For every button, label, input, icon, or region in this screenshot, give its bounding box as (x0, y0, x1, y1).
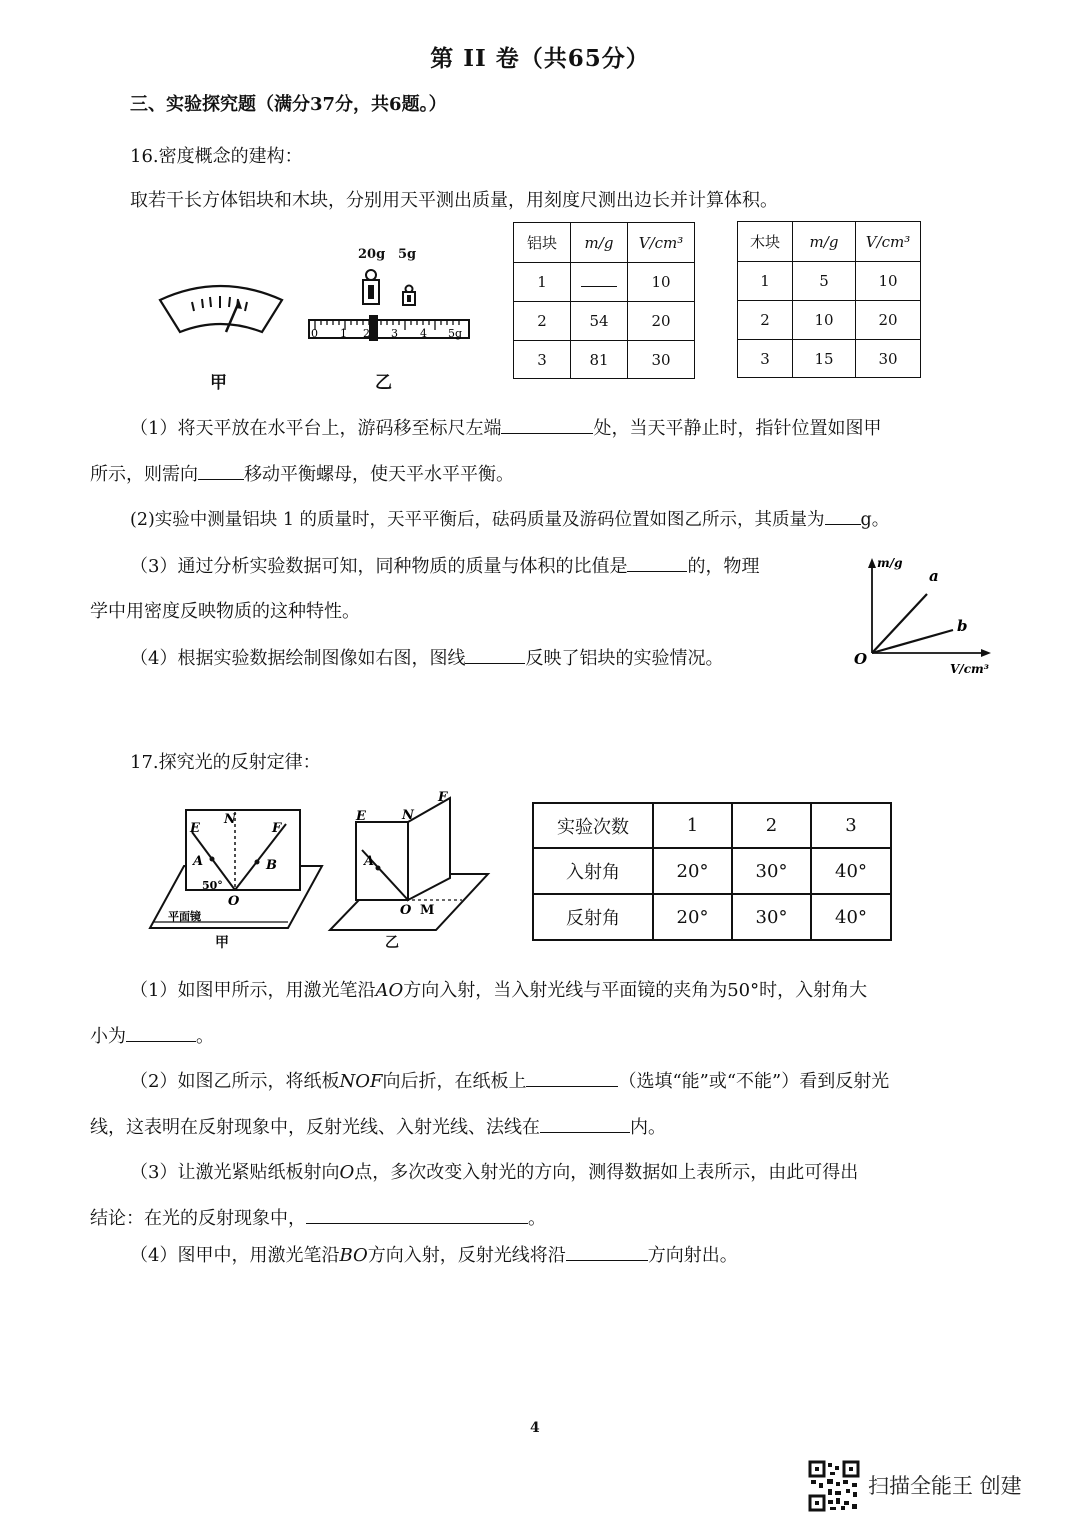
answer-blank[interactable] (566, 1242, 648, 1261)
table-cell: 10 (856, 262, 921, 301)
table-cell: 20 (628, 302, 695, 341)
table-cell: 反射角 (533, 894, 653, 940)
text-span: （3）让激光紧贴纸板射向 (130, 1162, 340, 1183)
label-N: N (402, 808, 414, 823)
table-cell: 30° (732, 894, 811, 940)
label-O: O (228, 894, 240, 909)
table-cell: 10 (628, 263, 695, 302)
q16-part4 (130, 644, 723, 670)
table-cell: 2 (514, 302, 571, 341)
q17-part2-line2 (90, 1113, 666, 1139)
fig-yi-caption: 乙 (375, 373, 392, 393)
text-span: 反映了铝块的实验情况。 (525, 648, 724, 669)
text-span: 移动平衡螺母，使天平水平平衡。 (244, 464, 514, 485)
text-span: g。 (860, 510, 890, 530)
reflection-figure-yi (322, 790, 492, 950)
text-span: (2)实验中测量铝块 1 的质量时，天平平衡后，砝码质量及游码位置如图乙所示，其质量为 (130, 510, 825, 530)
text-span: 方向射出。 (647, 1245, 738, 1266)
angle-label: 50° (202, 879, 223, 892)
line-a-label: a (929, 567, 939, 585)
table-header: 3 (811, 803, 891, 848)
fig17-jia-caption: 甲 (215, 935, 229, 951)
ruler-tick-0: 0 (311, 327, 318, 340)
table-cell: 20° (653, 894, 732, 940)
al-mass-blank (571, 263, 628, 302)
mirror-label: 平面镜 (168, 910, 201, 923)
table-header: 实验次数 (533, 803, 653, 848)
q16-part1-line2 (90, 460, 514, 486)
table-cell: 40° (811, 848, 891, 894)
label-B: B (266, 858, 277, 873)
wood-data-table (737, 221, 921, 378)
label-F: F (438, 790, 448, 805)
ruler-tick-1: 1 (340, 327, 347, 340)
text-span: （2）如图乙所示，将纸板 (130, 1071, 340, 1092)
ruler-tick-2: 2 (363, 327, 370, 340)
text-span: 线，这表明在反射现象中，反射光线、入射光线、法线在 (90, 1117, 540, 1138)
text-span: 内。 (630, 1117, 666, 1138)
origin-label: O (854, 650, 868, 668)
reflection-figure-jia (140, 802, 330, 952)
q17-part3-line1 (130, 1158, 858, 1184)
table-cell: 2 (738, 301, 793, 340)
scanner-brand-text: 扫描全能王 创建 (868, 1474, 1022, 1498)
answer-blank[interactable] (501, 415, 593, 434)
label-M: M (420, 903, 435, 918)
qr-code-icon (808, 1460, 860, 1512)
q16-intro: 取若干长方体铝块和木块，分别用天平测出质量，用刻度尺测出边长并计算体积。 (130, 190, 778, 211)
table-cell: 1 (514, 263, 571, 302)
q16-part2 (130, 506, 889, 531)
line-b-label: b (957, 617, 968, 635)
ruler-tick-5g: 5g (448, 327, 463, 340)
text-span: 结论：在光的反射现象中， (90, 1208, 306, 1229)
wood-header-mass: m/g (793, 222, 856, 262)
answer-blank[interactable] (526, 1068, 618, 1087)
mass-volume-graph (845, 550, 1005, 680)
table-cell: 30 (856, 340, 921, 378)
table-cell: 15 (793, 340, 856, 378)
label-O: O (400, 903, 412, 918)
text-span: NOF (339, 1071, 383, 1092)
answer-blank[interactable] (825, 506, 861, 525)
text-span: 小为 (90, 1026, 126, 1047)
text-span: 的，物理 (687, 556, 760, 577)
table-cell: 40° (811, 894, 891, 940)
label-A: A (193, 854, 204, 869)
reflection-angle-table (532, 802, 892, 941)
answer-blank[interactable] (126, 1023, 196, 1042)
q17-title: 17.探究光的反射定律： (130, 752, 321, 773)
text-span: 。 (528, 1208, 546, 1229)
q17-part3-line2 (90, 1204, 546, 1230)
text-span: BO (339, 1245, 368, 1266)
text-span: （选填“能”或“不能”）看到反射光 (618, 1071, 890, 1092)
text-span: （4）根据实验数据绘制图像如右图，图线 (130, 648, 466, 669)
al-header-volume: V/cm³ (628, 223, 695, 263)
table-cell: 入射角 (533, 848, 653, 894)
al-header-mass: m/g (571, 223, 628, 263)
x-axis-label: V/cm³ (950, 662, 989, 676)
weight-5g-label: 5g (398, 247, 417, 262)
table-cell: 5 (793, 262, 856, 301)
text-span: AO (375, 980, 404, 1001)
q17-part4 (130, 1241, 738, 1267)
q16-title: 16.密度概念的建构： (130, 146, 303, 167)
text-span: 处，当天平静止时，指针位置如图甲 (593, 418, 882, 439)
text-span: （1）如图甲所示，用激光笔沿 (130, 980, 376, 1001)
fig17-yi-caption: 乙 (385, 935, 399, 951)
table-cell: 20° (653, 848, 732, 894)
q16-part1-line1 (130, 414, 881, 440)
fig-jia-caption: 甲 (210, 373, 227, 393)
text-span: 。 (196, 1026, 214, 1047)
text-span: （3）通过分析实验数据可知，同种物质的质量与体积的比值是 (130, 556, 628, 577)
answer-blank[interactable] (198, 461, 244, 480)
answer-blank[interactable] (465, 645, 525, 664)
table-header: 2 (732, 803, 811, 848)
answer-blank[interactable] (540, 1114, 630, 1133)
ruler-tick-3: 3 (391, 327, 398, 340)
weights-and-ruler-figure (305, 268, 475, 344)
y-axis-label: m/g (877, 556, 903, 570)
aluminum-data-table (513, 222, 695, 379)
table-cell: 20 (856, 301, 921, 340)
text-span: 向后折，在纸板上 (382, 1071, 527, 1092)
wood-header-block: 木块 (738, 222, 793, 262)
label-F: F (272, 821, 282, 836)
label-N: N (224, 812, 236, 827)
text-span: （1）将天平放在水平台上，游码移至标尺左端 (130, 418, 502, 439)
page-title: 第 II 卷（共65分） (430, 45, 650, 72)
answer-blank[interactable] (306, 1205, 528, 1224)
table-cell: 54 (571, 302, 628, 341)
q16-part3-line2: 学中用密度反映物质的这种特性。 (90, 601, 360, 622)
text-span: 所示，则需向 (90, 464, 198, 485)
weight-20g-label: 20g (358, 247, 386, 262)
q16-part3-line1 (130, 552, 759, 578)
ruler-tick-4: 4 (420, 327, 427, 340)
text-span: （4）图甲中，用激光笔沿 (130, 1245, 340, 1266)
text-span: O (339, 1162, 355, 1183)
label-E: E (356, 809, 366, 824)
table-cell: 3 (514, 341, 571, 379)
section-heading: 三、实验探究题（满分37分，共6题。） (130, 94, 447, 115)
table-cell: 3 (738, 340, 793, 378)
balance-pointer-dial (150, 280, 290, 340)
table-cell: 1 (738, 262, 793, 301)
q17-part1-line1 (130, 976, 867, 1002)
al-header-block: 铝块 (514, 223, 571, 263)
text-span: 方向入射，反射光线将沿 (367, 1245, 566, 1266)
table-cell: 10 (793, 301, 856, 340)
label-A: A (364, 854, 375, 869)
table-header: 1 (653, 803, 732, 848)
label-E: E (190, 821, 200, 836)
table-cell: 81 (571, 341, 628, 379)
wood-header-volume: V/cm³ (856, 222, 921, 262)
text-span: 点，多次改变入射光的方向，测得数据如上表所示，由此可得出 (354, 1162, 859, 1183)
table-cell: 30° (732, 848, 811, 894)
q17-part2-line1 (130, 1067, 889, 1093)
q17-part1-line2 (90, 1022, 214, 1048)
table-cell: 30 (628, 341, 695, 379)
page-number: 4 (530, 1420, 540, 1436)
text-span: 方向入射，当入射光线与平面镜的夹角为50°时，入射角大 (403, 980, 868, 1001)
answer-blank[interactable] (627, 553, 687, 572)
